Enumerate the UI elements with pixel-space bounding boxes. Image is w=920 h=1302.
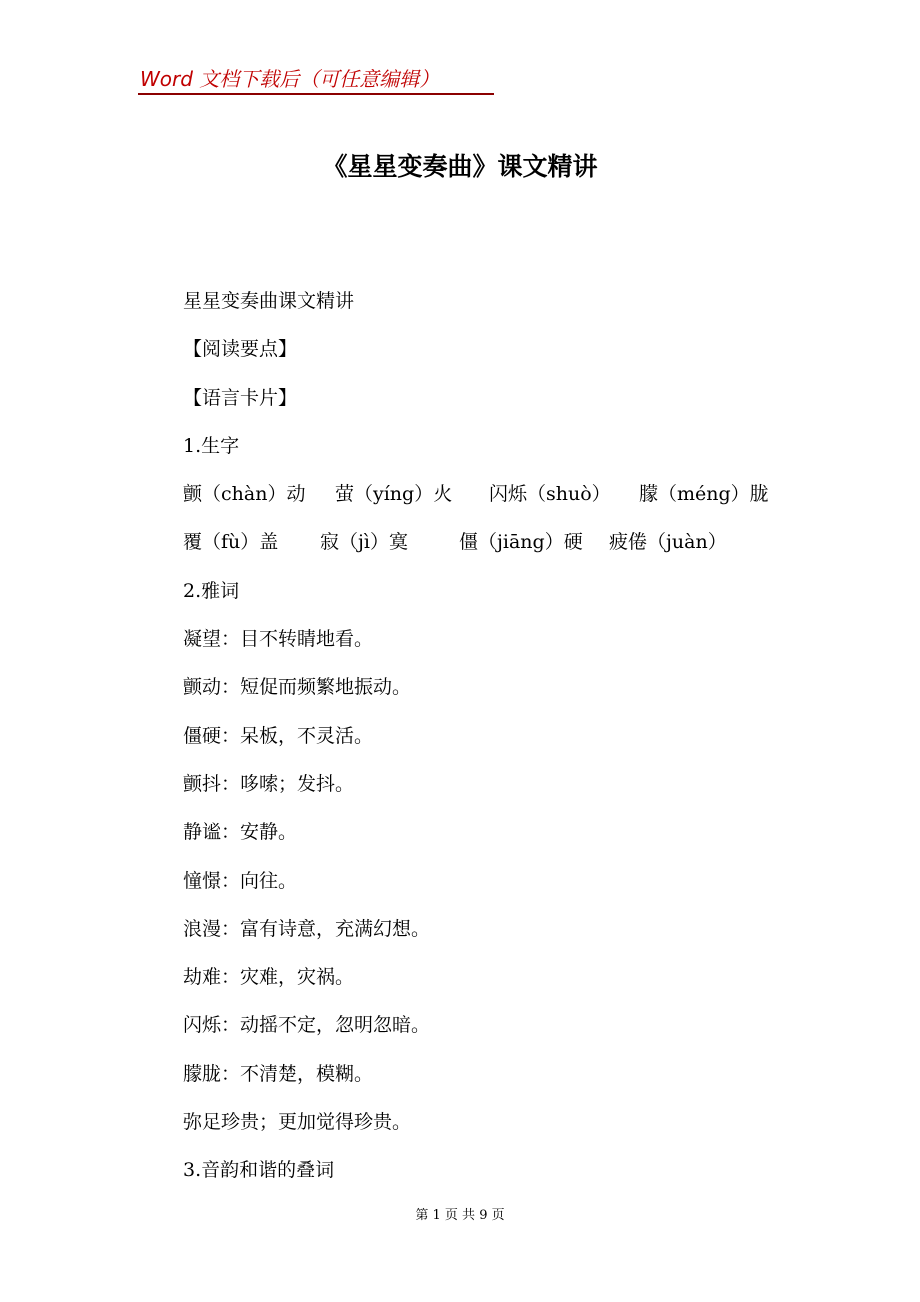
vocabulary-item: 颤动：短促而频繁地振动。: [183, 676, 412, 699]
header-underline: [138, 93, 494, 95]
elegant-words-heading: 2.雅词: [183, 579, 240, 602]
subtitle-line: 星星变奏曲课文精讲: [183, 290, 355, 312]
vocabulary-item: 憧憬：向往。: [183, 869, 298, 892]
characters-row: [183, 470, 823, 518]
character-item: 僵（jiāng）硬: [459, 531, 583, 554]
vocabulary-item: 凝望：目不转睛地看。: [183, 628, 374, 651]
document-body: [183, 277, 823, 1195]
language-card-heading: 【语言卡片】: [183, 386, 298, 409]
character-item: 萤（yíng）火: [335, 483, 453, 506]
vocabulary-item: 静谧：安静。: [183, 821, 298, 844]
reading-points-heading: 【阅读要点】: [183, 338, 298, 361]
character-item: 朦（méng）胧: [639, 483, 769, 506]
new-characters-heading: 1.生字: [183, 434, 240, 457]
reduplicated-words-heading: 3.音韵和谐的叠词: [183, 1159, 335, 1182]
download-notice-header: Word 文档下载后（可任意编辑）: [140, 67, 440, 91]
character-item: 颤（chàn）动: [183, 483, 306, 506]
characters-row: [183, 518, 823, 566]
character-item: 覆（fù）盖: [183, 531, 279, 554]
vocabulary-item: 朦胧：不清楚，模糊。: [183, 1062, 374, 1085]
character-item: 疲倦（juàn）: [609, 531, 727, 554]
page-number-footer: 第 1 页 共 9 页: [415, 1208, 505, 1223]
vocabulary-item: 浪漫：富有诗意，充满幻想。: [183, 917, 431, 940]
vocabulary-item: 弥足珍贵；更加觉得珍贵。: [183, 1111, 412, 1134]
character-item: 寂（jì）寞: [320, 531, 408, 554]
character-item: 闪烁（shuò）: [489, 483, 611, 506]
vocabulary-item: 僵硬：呆板，不灵活。: [183, 724, 374, 747]
vocabulary-item: 颤抖：哆嗦；发抖。: [183, 772, 355, 795]
vocabulary-item: 劫难：灾难，灾祸。: [183, 966, 355, 989]
document-title: 《星星变奏曲》课文精讲: [322, 152, 598, 181]
vocabulary-item: 闪烁：动摇不定，忽明忽暗。: [183, 1014, 431, 1037]
